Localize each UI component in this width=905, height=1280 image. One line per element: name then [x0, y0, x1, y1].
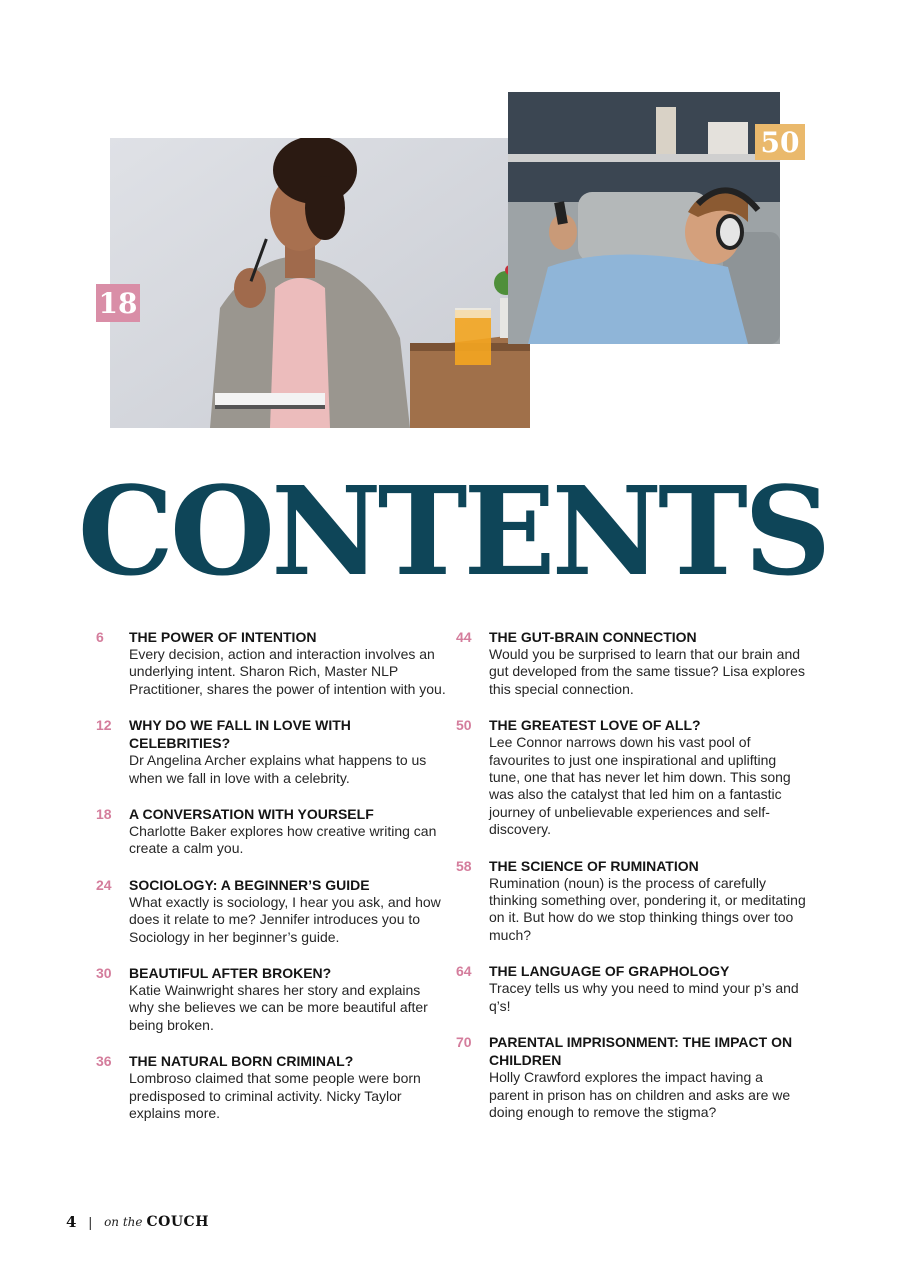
- toc-entry-title: PARENTAL IMPRISONMENT: THE IMPACT ON CHILDREN: [489, 1034, 793, 1069]
- toc-entry-title: THE GUT-BRAIN CONNECTION: [489, 629, 697, 645]
- toc-entry-title: THE LANGUAGE OF GRAPHOLOGY: [489, 963, 730, 980]
- toc-entry[interactable]: [96, 805, 446, 858]
- toc-entry-title: SOCIOLOGY: A BEGINNER’S GUIDE: [129, 876, 370, 893]
- toc-entry[interactable]: [456, 628, 806, 698]
- photo-man-headphones: [508, 92, 780, 344]
- page-badge-18: 18: [96, 284, 140, 322]
- toc-entry-title: THE POWER OF INTENTION: [129, 629, 317, 645]
- photo-woman-writing: [110, 138, 530, 428]
- toc-page-number: 36: [96, 1053, 112, 1070]
- page-badge-50: 50: [755, 124, 805, 160]
- footer-separator: |: [88, 1214, 93, 1230]
- toc-entry-description: Lombroso claimed that some people were born predisposed to criminal activity. Nicky Taylor explains more.: [129, 1070, 421, 1122]
- toc-entry[interactable]: [96, 876, 446, 946]
- toc-entry-title: THE GREATEST LOVE OF ALL?: [489, 717, 701, 734]
- toc-entry[interactable]: [456, 1033, 806, 1121]
- toc-page-number: 44: [456, 629, 472, 645]
- page-title: CONTENTS: [77, 459, 828, 603]
- page-footer: [66, 1212, 209, 1232]
- toc-column-right: [456, 628, 806, 1139]
- toc-entry[interactable]: [96, 628, 446, 698]
- toc-entry[interactable]: [96, 964, 446, 1034]
- toc-entry-description: Would you be surprised to learn that our brain and gut developed from the same tissue? Lisa explores this special connection.: [489, 646, 805, 697]
- toc-entry-title: A CONVERSATION WITH YOURSELF: [129, 806, 374, 823]
- toc-page-number: 30: [96, 965, 112, 982]
- toc-page-number: 6: [96, 629, 104, 645]
- toc-entry-title: THE NATURAL BORN CRIMINAL?: [129, 1053, 354, 1070]
- logo-name-text: COUCH: [146, 1214, 209, 1230]
- toc-entry[interactable]: [96, 1052, 446, 1122]
- toc-entry-description: Holly Crawford explores the impact having a parent in prison has on children and asks are we doing enough to remove the stigma?: [489, 1069, 791, 1120]
- toc-entry-description: Tracey tells us why you need to mind your p’s and q’s!: [489, 980, 799, 1014]
- toc-column-left: [96, 628, 446, 1141]
- toc-entry-title: THE SCIENCE OF RUMINATION: [489, 857, 699, 874]
- toc-entry-description: Lee Connor narrows down his vast pool of favourites to just one inspirational and uplifting tune, one that has never let him down. This song was also the catalyst that led him on a fantastic journey of unbelievable experiences and self-discovery.: [489, 734, 791, 838]
- toc-entry-description: What exactly is sociology, I hear you ask, and how does it relate to me? Jennifer introduces you to Sociology in her beginner’s guide.: [129, 893, 441, 945]
- toc-entry-description: Every decision, action and interaction involves an underlying intent. Sharon Rich, Master NLP Practitioner, shares the power of intention with you.: [129, 646, 446, 697]
- toc-page-number: 50: [456, 717, 472, 734]
- toc-page-number: 12: [96, 717, 112, 734]
- toc-page-number: 70: [456, 1034, 472, 1051]
- toc-page-number: 64: [456, 963, 472, 980]
- toc-entry[interactable]: [96, 716, 446, 787]
- toc-entry-title: BEAUTIFUL AFTER BROKEN?: [129, 965, 332, 982]
- toc-entry-description: Rumination (noun) is the process of carefully thinking something over, pondering it, or meditating on it. But how do we stop thinking things over too much?: [489, 874, 806, 943]
- toc-entry[interactable]: [456, 857, 806, 945]
- toc-entry-title: WHY DO WE FALL IN LOVE WITH CELEBRITIES?: [129, 717, 351, 752]
- footer-page-number: 4: [66, 1213, 77, 1231]
- toc-page-number: 58: [456, 857, 472, 874]
- toc-entry-description: Charlotte Baker explores how creative writing can create a calm you.: [129, 823, 437, 857]
- logo-script-text: on the: [104, 1215, 143, 1229]
- magazine-logo: [104, 1214, 209, 1230]
- toc-entry[interactable]: [456, 962, 806, 1015]
- toc-page-number: 24: [96, 876, 112, 893]
- toc-entry-description: Katie Wainwright shares her story and explains why she believes we can be more beautiful after being broken.: [129, 982, 428, 1033]
- toc-page-number: 18: [96, 806, 112, 823]
- toc-entry[interactable]: [456, 716, 806, 838]
- toc-entry-description: Dr Angelina Archer explains what happens to us when we fall in love with a celebrity.: [129, 752, 427, 786]
